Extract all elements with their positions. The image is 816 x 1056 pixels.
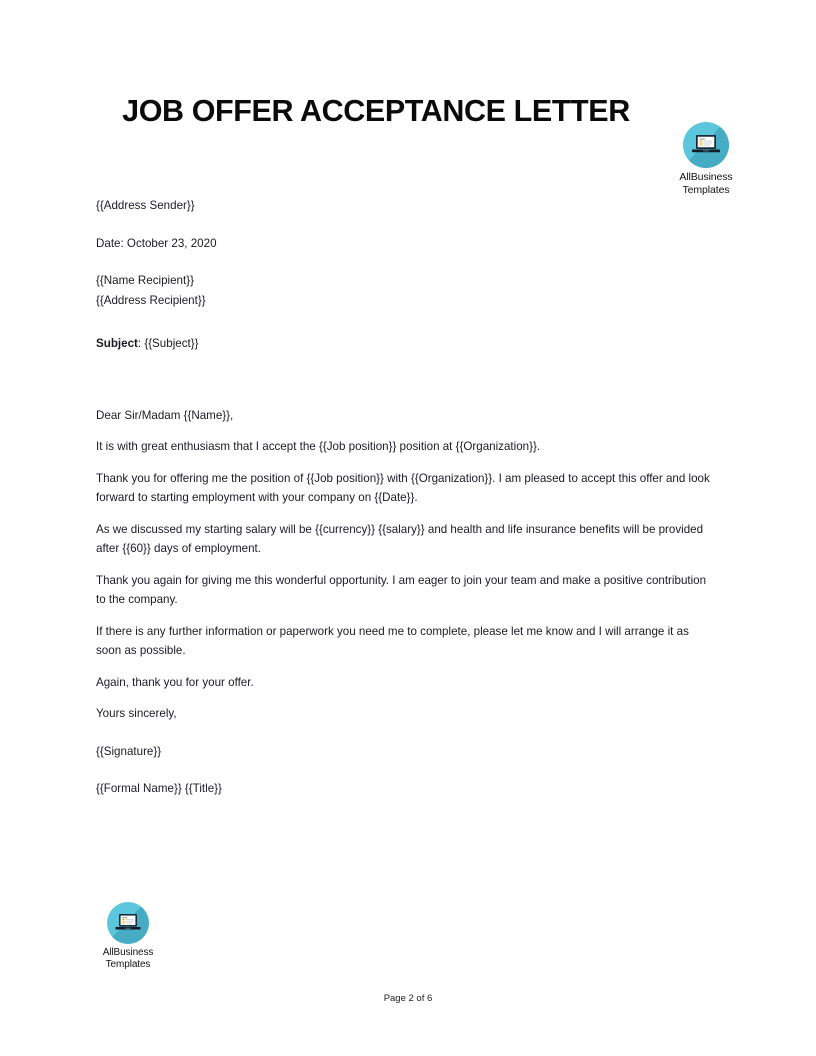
spacer <box>96 310 716 334</box>
letter-date: Date: October 23, 2020 <box>96 236 217 250</box>
paragraph-6: Again, thank you for your offer. <box>96 675 254 689</box>
spacer <box>96 253 716 271</box>
allbusiness-templates-logo-icon <box>107 902 149 944</box>
salutation: Dear Sir/Madam {{Name}}, <box>96 408 234 422</box>
spacer <box>96 457 716 469</box>
spacer <box>96 508 716 520</box>
subject-label: Subject <box>96 337 138 350</box>
formal-name-title: {{Formal Name}} {{Title}} <box>96 782 222 795</box>
letter-body <box>96 196 716 799</box>
spacer <box>96 216 716 234</box>
spacer <box>96 661 716 673</box>
address-sender: {{Address Sender}} <box>96 199 195 212</box>
subject-line <box>96 334 716 354</box>
spacer <box>96 610 716 622</box>
page-number: Page 2 of 6 <box>383 993 433 1004</box>
paragraph-3: As we discussed my starting salary will be {{currency}} {{salary}} and health and life insurance benefits will be provided after {{60}} days of employment. <box>96 522 704 555</box>
laptop-icon <box>691 133 721 157</box>
signature-placeholder: {{Signature}} <box>96 744 162 758</box>
brand-line-2: Templates <box>105 959 151 970</box>
laptop-icon <box>115 912 142 934</box>
subject-value: : {{Subject}} <box>137 337 199 350</box>
paragraph-5: If there is any further information or paperwork you need me to complete, please let me know and I will arrange it as soon as possible. <box>96 624 689 657</box>
address-recipient: {{Address Recipient}} <box>96 293 206 307</box>
brand-logo-text <box>660 171 752 196</box>
spacer <box>96 724 716 742</box>
paragraph-1: It is with great enthusiasm that I accept the {{Job position}} position at {{Organization}}. <box>96 440 541 453</box>
spacer <box>96 761 716 779</box>
brand-line-1: AllBusiness <box>679 171 733 183</box>
page-title: JOB OFFER ACCEPTANCE LETTER <box>122 94 630 128</box>
paragraph-2: Thank you for offering me the position of {{Job position}} with {{Organization}}. I am pleased to accept this offer and look forward to starting employment with your company on {{Date}}. <box>96 471 710 504</box>
name-recipient: {{Name Recipient}} <box>96 274 194 287</box>
paragraph-4: Thank you again for giving me this wonderful opportunity. I am eager to join your team and make a positive contribution to the company. <box>96 573 707 606</box>
brand-line-1: AllBusiness <box>102 947 154 958</box>
document-header <box>0 60 816 196</box>
spacer <box>96 354 716 406</box>
brand-logo-footer <box>82 902 174 971</box>
brand-line-2: Templates <box>682 183 730 196</box>
spacer <box>96 559 716 571</box>
allbusiness-templates-logo-icon <box>683 122 729 168</box>
brand-logo-header <box>660 122 752 196</box>
closing: Yours sincerely, <box>96 707 177 720</box>
spacer <box>96 692 716 704</box>
brand-logo-text <box>82 947 174 971</box>
spacer <box>96 425 716 437</box>
